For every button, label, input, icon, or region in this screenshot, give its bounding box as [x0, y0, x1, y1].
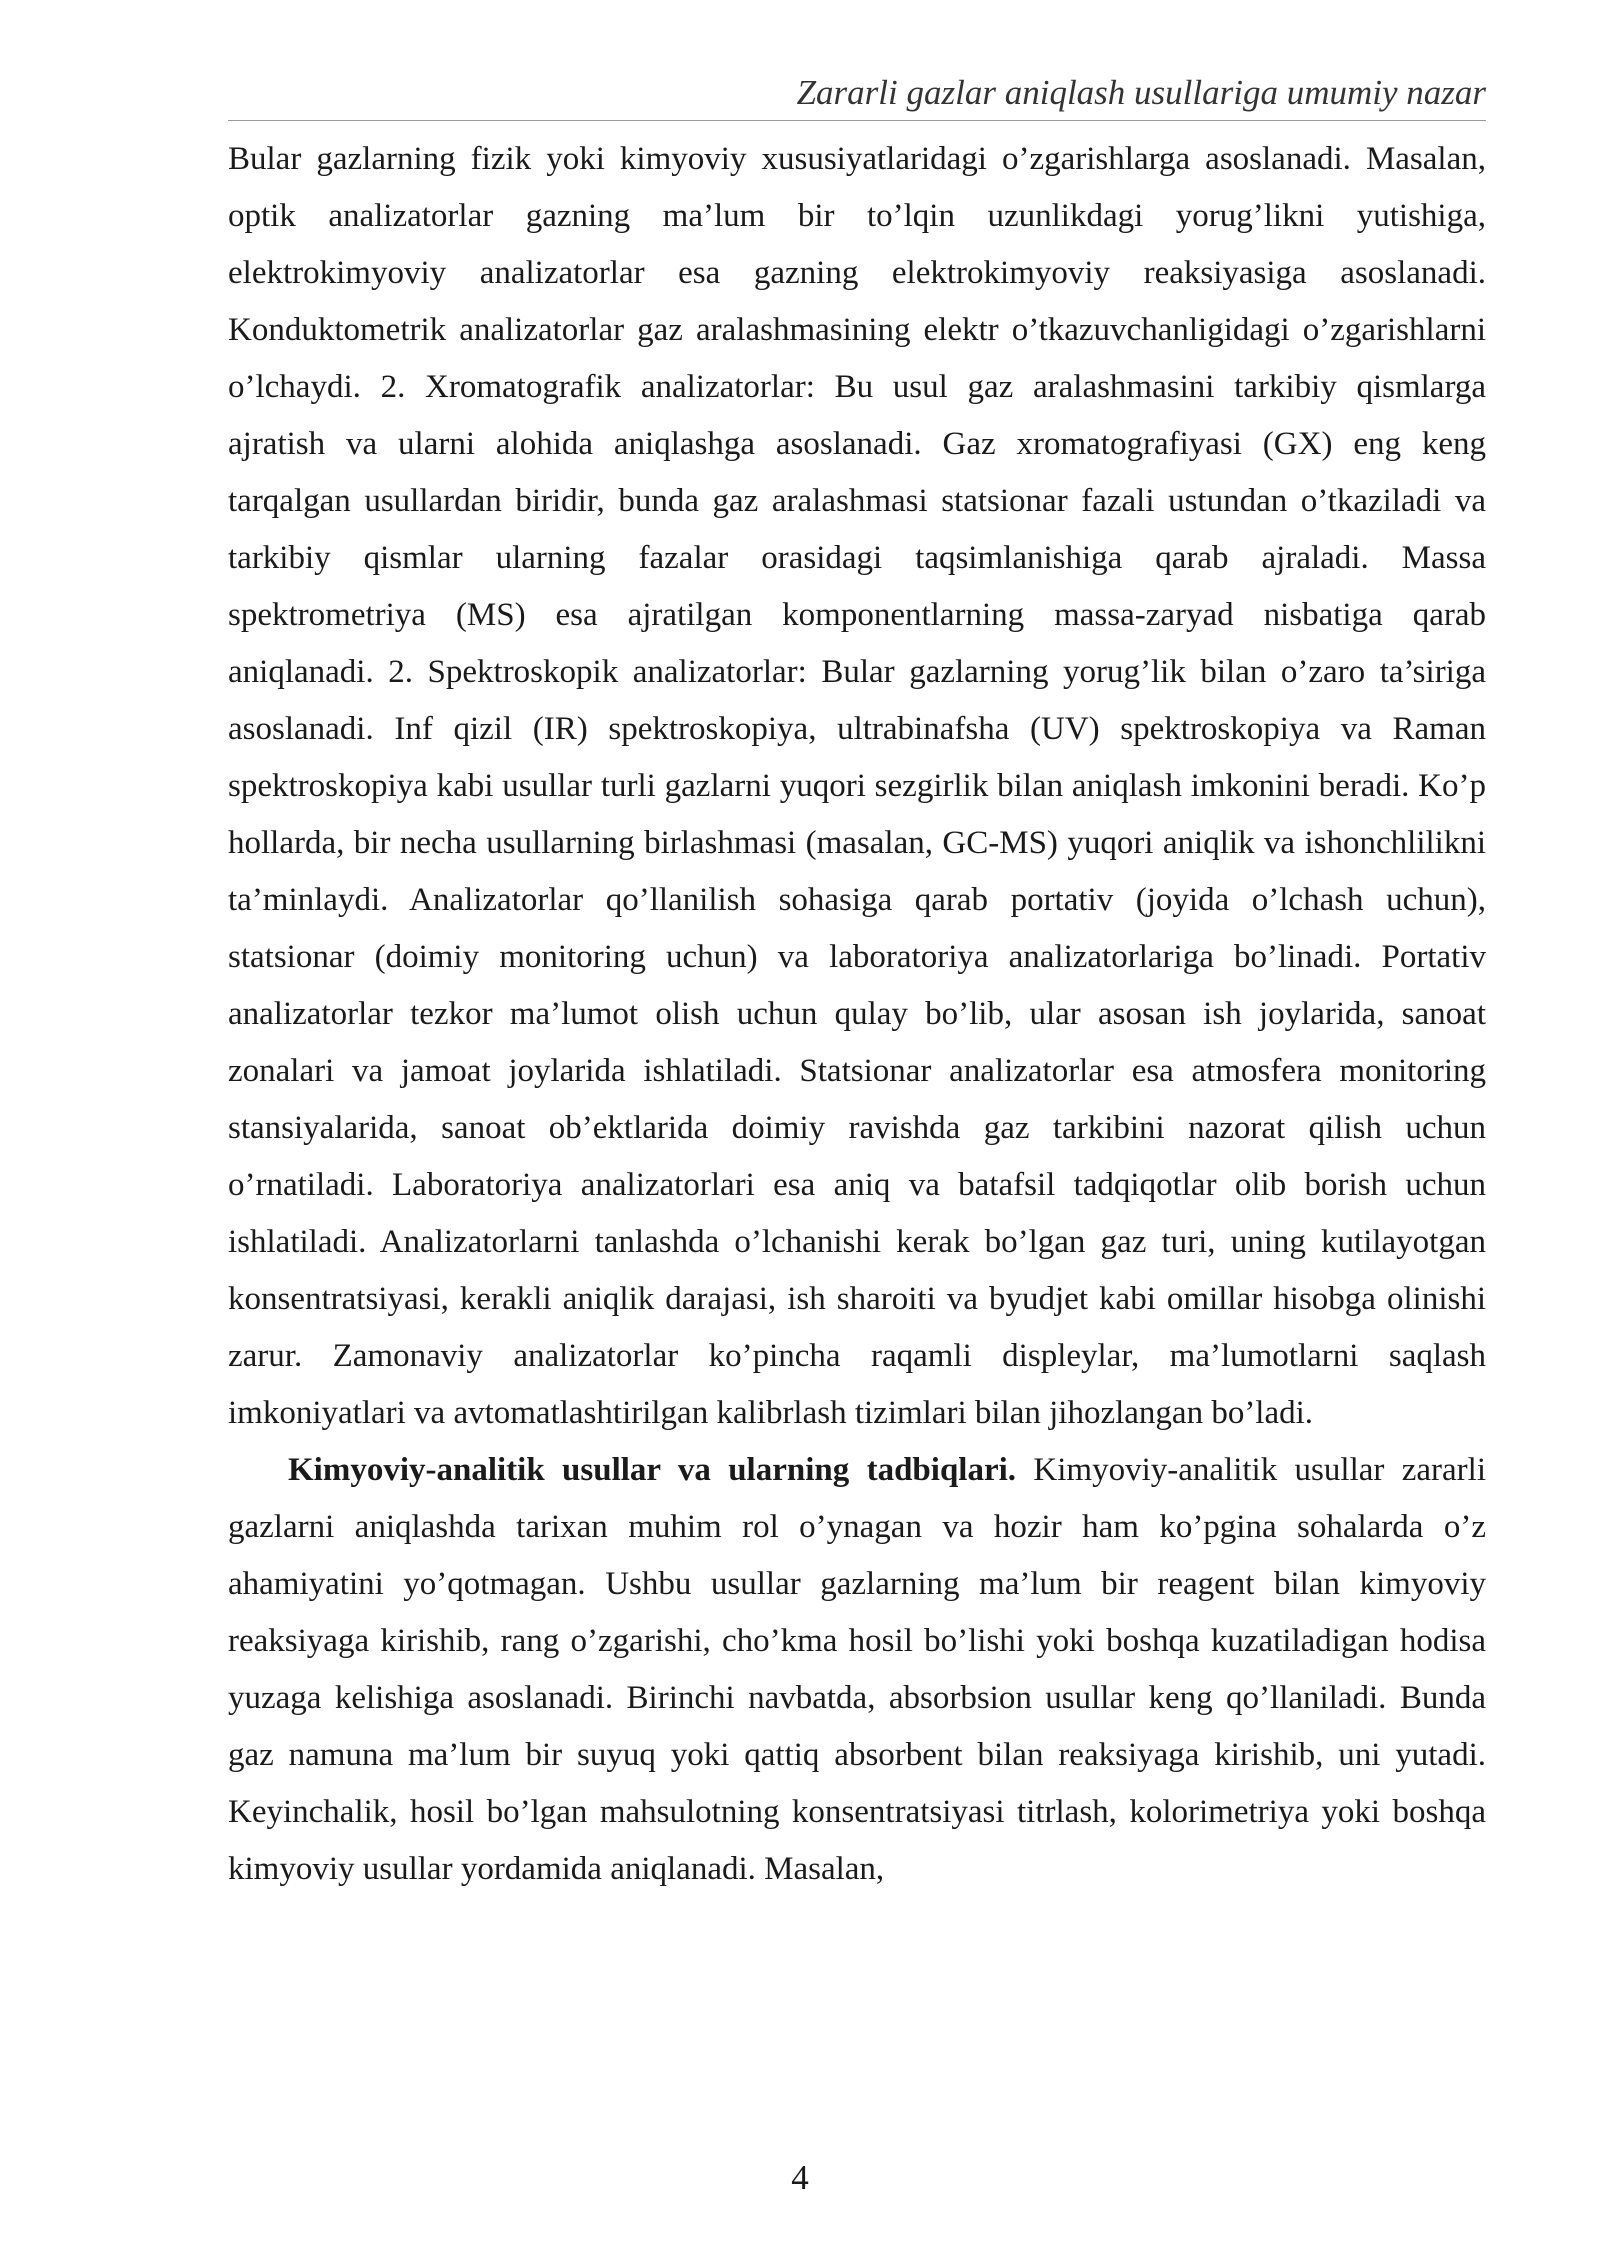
body-text [228, 131, 1486, 1898]
header-rule [228, 120, 1486, 121]
running-header: Zararli gazlar aniqlash usullariga umumiy nazar [796, 73, 1486, 112]
paragraph-2-text: Kimyoviy-analitik usullar zararli gazlarni aniqlashda tarixan muhim rol o’ynagan va hozir ham ko’pgina sohalarda o’z ahamiyatini yo’qotmagan. Ushbu usullar gazlarning ma’lum bir reagent bilan kimyoviy reaksiyaga kirishib, rang o’zgarishi, cho’kma hosil bo’lishi yoki boshqa kuzatiladigan hodisa yuzaga kelishiga asoslanadi. Birinchi navbatda, absorbsion usullar keng qo’llaniladi. Bunda gaz namuna ma’lum bir suyuq yoki qattiq absorbent bilan reaksiyaga kirishib, uni yutadi. Keyinchalik, hosil bo’lgan mahsulotning konsentratsiyasi titrlash, kolorimetriya yoki boshqa kimyoviy usullar yordamida aniqlanadi. Masalan, [228, 1452, 1486, 1887]
paragraph-1: Bular gazlarning fizik yoki kimyoviy xususiyatlaridagi o’zgarishlarga asoslanadi. Masalan, optik analizatorlar gazning ma’lum bir to’lqin uzunlikdagi yorug’likni yutishiga, elektrokimyoviy analizatorlar esa gazning elektrokimyoviy reaksiyasiga asoslanadi. Konduktometrik analizatorlar gaz aralashmasining elektr o’tkazuvchanligidagi o’zgarishlarni o’lchaydi. 2. Xromatografik analizatorlar: Bu usul gaz aralashmasini tarkibiy qismlarga ajratish va ularni alohida aniqlashga asoslanadi. Gaz xromatografiyasi (GX) eng keng tarqalgan usullardan biridir, bunda gaz aralashmasi statsionar fazali ustundan o’tkaziladi va tarkibiy qismlar ularning fazalar orasidagi taqsimlanishiga qarab ajraladi. Massa spektrometriya (MS) esa ajratilgan komponentlarning massa-zaryad nisbatiga qarab aniqlanadi. 2. Spektroskopik analizatorlar: Bular gazlarning yorug’lik bilan o’zaro ta’siriga asoslanadi. Inf qizil (IR) spektroskopiya, ultrabinafsha (UV) spektroskopiya va Raman spektroskopiya kabi usullar turli gazlarni yuqori sezgirlik bilan aniqlash imkonini beradi. Ko’p hollarda, bir necha usullarning birlashmasi (masalan, GC-MS) yuqori aniqlik va ishonchlilikni ta’minlaydi. Analizatorlar qo’llanilish sohasiga qarab portativ (joyida o’lchash uchun), statsionar (doimiy monitoring uchun) va laboratoriya analizatorlariga bo’linadi. Portativ analizatorlar tezkor ma’lumot olish uchun qulay bo’lib, ular asosan ish joylarida, sanoat zonalari va jamoat joylarida ishlatiladi. Statsionar analizatorlar esa atmosfera monitoring stansiyalarida, sanoat ob’ektlarida doimiy ravishda gaz tarkibini nazorat qilish uchun o’rnatiladi. Laboratoriya analizatorlari esa aniq va batafsil tadqiqotlar olib borish uchun ishlatiladi. Analizatorlarni tanlashda o’lchanishi kerak bo’lgan gaz turi, uning kutilayotgan konsentratsiyasi, kerakli aniqlik darajasi, ish sharoiti va byudjet kabi omillar hisobga olinishi zarur. Zamonaviy analizatorlar ko’pincha raqamli displeylar, ma’lumotlarni saqlash imkoniyatlari va avtomatlashtirilgan kalibrlash tizimlari bilan jihozlangan bo’ladi. [228, 141, 1486, 1431]
paragraph-2 [228, 1442, 1486, 1898]
section-heading: Kimyoviy-analitik usullar va ularning tadbiqlari. [288, 1452, 1017, 1488]
page-number: 4 [791, 2158, 809, 2197]
